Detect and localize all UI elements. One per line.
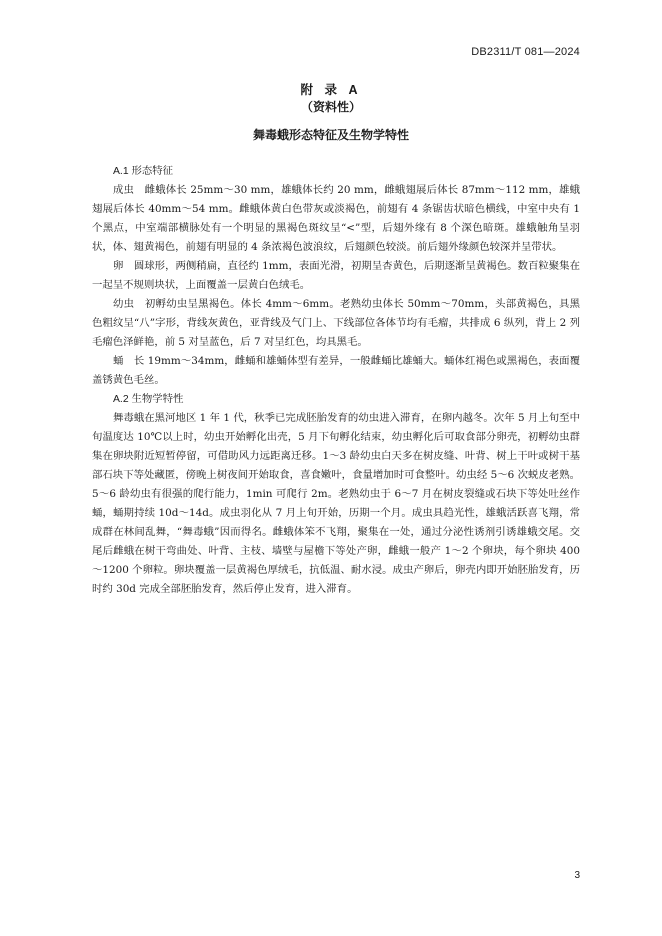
paragraph-pupa: 蛹 长 19mm～34mm，雌蛹和雄蛹体型有差异，一般雌蛹比雄蛹大。蛹体红褐色或黑褐色，表面覆盖锈黄色毛丝。 bbox=[92, 355, 580, 386]
paragraph-biology: 舞毒蛾在黑河地区 1 年 1 代，秋季已完成胚胎发育的幼虫进入滞育，在卵内越冬。次年 5 月上旬至中旬温度达 10℃以上时，幼虫开始孵化出壳，5 月下旬孵化结束，幼虫孵化后可取食部分卵壳，初孵幼虫群集在卵块附近短暂停留，可借助风力远距离迁移。1～3 龄幼虫白天多在树皮缝、叶背、树上干叶或树干基部石块下等处藏匿，傍晚上树夜间开始取食，喜食嫩叶，食量增加时可食整叶。幼虫经 5～6 次蜕皮老熟。5～6 龄幼虫有很强的爬行能力，1min 可爬行 2m。老熟幼虫于 6～7 月在树皮裂缝或石块下等处吐丝作蛹，蛹期持续 10d～14d。成虫羽化从 7 月上旬开始，历期一个月。成虫具趋光性，雄蛾活跃喜飞翔，常成群在林间乱舞，“舞毒蛾”因而得名。雌蛾体笨不飞翔，聚集在一处，通过分泌性诱剂引诱雄蛾交尾。交尾后雌蛾在树干弯曲处、叶背、主枝、墙壁与屋檐下等处产卵，雌蛾一般产 1～2 个卵块，每个卵块 400～1200 个卵粒。卵块覆盖一层黄褐色厚绒毛，抗低温、耐水浸。成虫产卵后，卵壳内即开始胚胎发育，历时约 30d 完成全部胚胎发育，然后停止发育，进入滞育。 bbox=[92, 412, 580, 595]
section-heading-morphology: A.1 形态特征 bbox=[113, 166, 174, 177]
section-title: 舞毒蛾形态特征及生物学特性 bbox=[252, 128, 409, 142]
appendix-title: 附 录 A bbox=[300, 83, 362, 97]
document-code: DB2311/T 081—2024 bbox=[471, 46, 580, 58]
page-number: 3 bbox=[574, 870, 580, 881]
section-heading-biology: A.2 生物学特性 bbox=[113, 394, 184, 405]
paragraph-larva: 幼虫 初孵幼虫呈黑褐色。体长 4mm～6mm。老熟幼虫体长 50mm～70mm，头部黄褐色，具黑色粗纹呈“八”字形，背线灰黄色，亚背线及气门上、下线部位各体节均有毛瘤，共排成 6 纵列，背上 2 列毛瘤色泽鲜艳，前 5 对呈蓝色，后 7 对呈红色，均具黑毛。 bbox=[92, 298, 580, 348]
paragraph-egg: 卵 圆球形，两侧稍扁，直径约 1mm，表面光滑，初期呈杏黄色，后期逐渐呈黄褐色。数百粒聚集在一起呈不规则块状，上面覆盖一层黄白色绒毛。 bbox=[92, 260, 580, 291]
document-body bbox=[92, 162, 580, 599]
appendix-note: （资料性） bbox=[300, 100, 361, 114]
paragraph-adult: 成虫 雌蛾体长 25mm～30 mm，雄蛾体长约 20 mm，雌蛾翅展后体长 87mm～112 mm，雄蛾翅展后体长 40mm～54 mm。雌蛾体黄白色带灰或淡褐色，前翅有 4 条锯齿状暗色横线，中室中央有 1 个黑点，中室端部横脉处有一个明显的黑褐色斑纹呈“<”型，后翅外缘有 8 个深色暗斑。雄蛾触角呈羽状，体、翅黄褐色，前翅有明显的 4 条浓褐色波浪纹，后翅颜色较淡。前后翅外缘颜色较深并呈带状。 bbox=[92, 184, 580, 253]
